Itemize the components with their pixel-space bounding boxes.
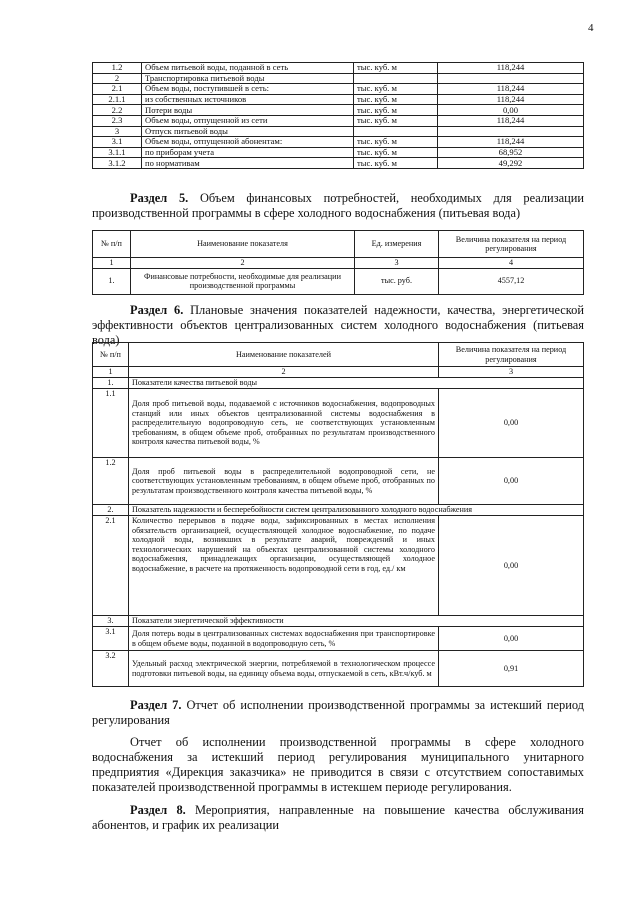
table2-header-name: Наименование показателя: [131, 231, 355, 258]
table1-row-num: 2.3: [93, 115, 142, 126]
table3-header-name: Наименование показателей: [129, 343, 439, 367]
table3-row-3-1-num: 3.1: [93, 627, 129, 651]
indicators-table: [92, 342, 584, 687]
section-8-label: Раздел 8.: [130, 803, 186, 817]
table2-colnum-4: 4: [439, 258, 584, 269]
table3-group-2-num: 2.: [93, 505, 129, 516]
section-5-text: Объем финансовых потребностей, необходимых для реализации производственной программы в сфере холодного водоснабжения (питьевая вода): [92, 191, 584, 220]
table1-row: [93, 105, 584, 116]
table3-header-value: Величина показателя на период регулирования: [439, 343, 584, 367]
table1-row-unit: тыс. куб. м: [354, 137, 438, 148]
table1-row-value: 68,952: [438, 147, 584, 158]
table3-row-3-1-text: Доля потерь воды в централизованных системах водоснабжения при транспортировке в общем объеме воды, поданной в водопроводную сеть, %: [129, 627, 439, 651]
financial-needs-table: [92, 230, 584, 295]
table1-row-value: 118,244: [438, 115, 584, 126]
table1-row-name: по нормативам: [142, 158, 354, 169]
table1-row: [93, 126, 584, 137]
table1-row-name: Потери воды: [142, 105, 354, 116]
table3-colnum-2: 2: [129, 367, 439, 378]
section-6-label: Раздел 6.: [130, 303, 184, 317]
table1-row-value: 118,244: [438, 84, 584, 95]
table2-row-value: 4557,12: [439, 268, 584, 294]
table3-row-2-1-value: 0,00: [439, 516, 584, 616]
table1-row-name: по приборам учета: [142, 147, 354, 158]
table2-colnum-1: 1: [93, 258, 131, 269]
table1-row: [93, 73, 584, 84]
table1-row-num: 2.2: [93, 105, 142, 116]
section-5-label: Раздел 5.: [130, 191, 189, 205]
table1-row-value: [438, 126, 584, 137]
section-7-text: Отчет об исполнении производственной программы за истекший период регулирования: [92, 698, 584, 727]
table1-row-unit: тыс. куб. м: [354, 63, 438, 74]
table1-row-num: 1.2: [93, 63, 142, 74]
table3-row-3-2-text: Удельный расход электрической энергии, потребляемой в технологическом процессе подготовки питьевой воды, на единицу объема воды, отпускаемой в сеть, кВт.ч/куб. м: [129, 651, 439, 687]
table2-header-num: № п/п: [93, 231, 131, 258]
table1-row-name: Объем воды, поступившей в сеть:: [142, 84, 354, 95]
table1-row-name: Транспортировка питьевой воды: [142, 73, 354, 84]
section-7-heading: [92, 698, 584, 728]
table1-row: [93, 137, 584, 148]
table3-row-2-1-num: 2.1: [93, 516, 129, 616]
table1-row-name: из собственных источников: [142, 94, 354, 105]
table1-row: [93, 94, 584, 105]
table2-row-unit: тыс. руб.: [355, 268, 439, 294]
table3-row-1-2-text: Доля проб питьевой воды в распределительной водопроводной сети, не соответствующих установленным требованиям, в общем объеме проб, отобранных по результатам производственного контроля качества питьевой воды, %: [129, 458, 439, 505]
table3-row-1-1-text: Доля проб питьевой воды, подаваемой с источников водоснабжения, водопроводных станций или иных объектов централизованной системы водоснабжения в распределительную водопроводную сеть, не соответствующих установленным требованиям, в общем объеме проб, отобранных по результатам производственного контроля качества питьевой воды, %: [129, 389, 439, 458]
table3-group-1-title: Показатели качества питьевой воды: [129, 378, 584, 389]
table3-group-1-num: 1.: [93, 378, 129, 389]
table2-header-unit: Ед. измерения: [355, 231, 439, 258]
table3-row-3-1-value: 0,00: [439, 627, 584, 651]
table1-row-name: Объем питьевой воды, поданной в сеть: [142, 63, 354, 74]
table1-row-unit: тыс. куб. м: [354, 147, 438, 158]
table1-row-unit: [354, 126, 438, 137]
table1-row: [93, 158, 584, 169]
section-6-text: Плановые значения показателей надежности, качества, энергетической эффективности объектов централизованных систем холодного водоснабжения (питьевая вода): [92, 303, 584, 347]
table1-row-unit: тыс. куб. м: [354, 94, 438, 105]
table1-row-num: 3.1.2: [93, 158, 142, 169]
table3-group-2-title: Показатель надежности и бесперебойности систем централизованного холодного водоснабжения: [129, 505, 584, 516]
table1-row: [93, 147, 584, 158]
table3-row-1-1-num: 1.1: [93, 389, 129, 458]
table1-row-name: Отпуск питьевой воды: [142, 126, 354, 137]
table3-colnum-3: 3: [439, 367, 584, 378]
table1-row-value: 118,244: [438, 63, 584, 74]
water-volume-table-body: [93, 63, 584, 169]
table2-colnum-2: 2: [131, 258, 355, 269]
table3-row-2-1-text: Количество перерывов в подаче воды, зафиксированных в местах исполнения обязательств организацией, осуществляющей холодное водоснабжение, по подаче холодной воды, возникших в результате аварий, повреждений и иных технологических нарушений на объектах централизованной системы холодного водоснабжения, принадлежащих организации, осуществляющей холодное водоснабжение, в расчете на протяженность водопроводной сети в год, ед./ км: [129, 516, 439, 616]
table1-row-num: 2: [93, 73, 142, 84]
table1-row-num: 2.1: [93, 84, 142, 95]
table3-row-3-2-num: 3.2: [93, 651, 129, 687]
table1-row: [93, 63, 584, 74]
table3-colnum-1: 1: [93, 367, 129, 378]
table3-group-3-title: Показатели энергетической эффективности: [129, 616, 584, 627]
table1-row-value: 118,244: [438, 137, 584, 148]
section-8-text: Мероприятия, направленные на повышение качества обслуживания абонентов, и график их реализации: [92, 803, 584, 832]
table1-row-value: [438, 73, 584, 84]
table1-row-value: 0,00: [438, 105, 584, 116]
table2-row-name: Финансовые потребности, необходимые для реализации производственной программы: [131, 268, 355, 294]
section-8-heading: [92, 803, 584, 833]
table1-row-unit: [354, 73, 438, 84]
table1-row-num: 3: [93, 126, 142, 137]
table3-row-1-2-num: 1.2: [93, 458, 129, 505]
page-number: 4: [588, 22, 594, 34]
table3-row-1-1-value: 0,00: [439, 389, 584, 458]
table3-header-num: № п/п: [93, 343, 129, 367]
table1-row-value: 118,244: [438, 94, 584, 105]
table1-row-unit: тыс. куб. м: [354, 84, 438, 95]
table1-row-name: Объем воды, отпущенной абонентам:: [142, 137, 354, 148]
table1-row-num: 2.1.1: [93, 94, 142, 105]
table2-row-num: 1.: [93, 268, 131, 294]
table2-header-value: Величина показателя на период регулирования: [439, 231, 584, 258]
section-7-label: Раздел 7.: [130, 698, 182, 712]
table1-row-num: 3.1.1: [93, 147, 142, 158]
table2-colnum-3: 3: [355, 258, 439, 269]
table1-row-unit: тыс. куб. м: [354, 158, 438, 169]
section-5-heading: [92, 191, 584, 221]
table1-row: [93, 115, 584, 126]
table3-group-3-num: 3.: [93, 616, 129, 627]
table1-row-value: 49,292: [438, 158, 584, 169]
table1-row-num: 3.1: [93, 137, 142, 148]
table1-row-unit: тыс. куб. м: [354, 115, 438, 126]
table1-row-name: Объем воды, отпущенной из сети: [142, 115, 354, 126]
table3-row-3-2-value: 0,91: [439, 651, 584, 687]
water-volume-table: [92, 62, 584, 169]
section-7-paragraph: Отчет об исполнении производственной программы в сфере холодного водоснабжения за истекший период регулирования муниципального унитарного предприятия «Дирекция заказчика» не приводится в связи с отсутствием сопоставимых показателей производственной программы в истекшем периоде регулирования.: [92, 735, 584, 794]
table1-row: [93, 84, 584, 95]
table1-row-unit: тыс. куб. м: [354, 105, 438, 116]
table3-row-1-2-value: 0,00: [439, 458, 584, 505]
